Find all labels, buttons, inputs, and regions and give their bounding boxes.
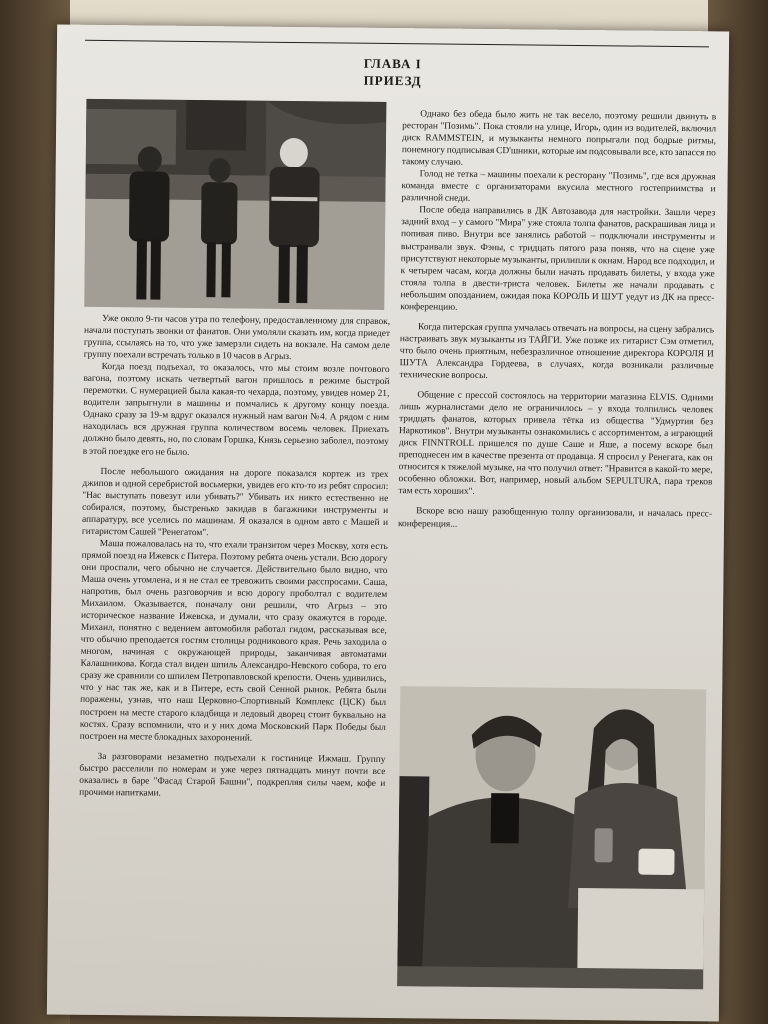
paragraph: Когда питерская группа умчалась отвечать на вопросы, на сцену забрались настраивать звук музыканты из ТАЙГИ. Уже позже их гитарист Сэм отметил, что было очень приятным, небезразличное отношение директора КОРОЛЯ И ШУТА Александра Гордеева, в случаях, когда возникали различные технические вопросы. [399,322,715,382]
paragraph: Маша пожаловалась на то, что ехали транзитом через Москву, хотя есть прямой поезд на Ижевск с Питера. Поэтому ребята очень устали. Всю дорогу они проспали, чего обычно не случается. Действительно было видно, что Маша очень утомлена, и я не стал ее тревожить своими расспросами. Саша, напротив, был очень разговорчив и всю дорогу проболтал с водителем Михаилом. Оказывается, поначалу они решили, что Агрыз – это историческое название Ижевска, и думали, что сразу окажутся в городе. Михаил, понятно с ведением автомобиля работал гидом, рассказывая все, что обычно преподается гостям столицы родникового края. Речь заходила о многом, начиная с окружающей природы, заканчивая автоматами Калашникова. Когда стал виден шпиль Александро-Невского собора, то его сразу же сравнили со шпилем Петропавловской крепости. Очень удивились, что у нас так же, как и в Питере, есть свой Сенной рынок. Ребята были поражены, узнав, что наш Церковно-Спортивный Комплекс (ЦСК) был построен на месте старого кладбища и ледовый дворец стоит буквально на костях. Сразу вспомнили, что и у них дома Московский Парк Победы был построен на месте блокадных захоронений. [79,538,388,744]
right-text-column [396,108,716,691]
printed-page [47,25,729,1022]
chapter-title: ПРИЕЗД [363,72,422,89]
left-text-column [77,313,390,996]
photo-two-musicians-table [397,686,706,989]
paragraph: Когда поезд подъехал, то оказалось, что мы стоим возле почтового вагона, поэтому искать четвертый вагон пришлось в режиме быстрой перемотки. С нумерацией была какая-то чехарда, поэтому, увидев номер 21, водители запрыгнули в машины и помчались к другому концу поезда. Однако сразу за 19-м вдруг оказался нужный нам вагон №4. А рядом с ним находилась вся дружная группа количеством восемь человек. Приехать должно было девять, но, по словам Горшка, Князь серьезно заболел, поэтому в этой поездке его не было. [82,362,390,458]
paragraph: После обеда направились в ДК Автозавода для настройки. Зашли через задний вход – у самого "Мира" уже стояла толпа фанатов, раскрашивая лица и попивая пиво. Внутри все занялись работой – подключали инструменты и выстраивали звук. Фэны, с тридцать пятого раза поняв, что на сцене уже присутствуют некоторые музыканты, прилипли к окнам. Народ все подходил, и к четырем часам, когда должны были начать продавать билеты, у входа уже стояла толпа в двести-триста человек. Билеты же начали продавать с небольшим опозданием, ожидая пока КОРОЛЬ И ШУТ уедут из ДК на пресс-конференцию. [400,205,716,313]
paragraph: За разговорами незаметно подъехали к гостинице Ижмаш. Группу быстро расселили по номерам и уже через пятнадцать минут почти все оказались в баре "Фасад Старой Башни", подкрепляя силы чаем, кофе и прочими напитками. [79,751,386,799]
paragraph: Голод не тетка – машины поехали к ресторану "Позимь", где вся дружная команда вместе с организаторами вкусила местного гостеприимства и различной снеди. [401,169,716,205]
paragraph: Общение с прессой состоялось на территории магазина ELVIS. Одними лишь журналистами дело не ограничилось – у входа толпились человек тридцать фанатов, которых привела тётка из общества "Удмуртия без Наркотиков". Внутри музыканты ознакомились с ассортиментом, а играющий диск FINNTROLL пришелся по душе Саше и Яше, а посему вскоре был преподнесен им в качестве презента от продавца. Я спросил у Ренегата, как он относится к тяжелой музыке, на что получил ответ: "Нравится в какой-то мере, особенно обложки. Вот, например, новый альбом SEPULTURA, пара треков там есть хороших". [398,390,714,498]
photo-three-people-road [84,99,386,310]
paragraph: Однако без обеда было жить не так весело, поэтому решили двинуть в ресторан "Позимь". Пока стояли на улице, Игорь, один из водителей, включил диск RAMMSTEIN, и музыканты немного попрыгали под бодрые ритмы, понемногу подписывая CD'шники, которые им подсовывали все, кто запасся по такому случаю. [401,109,717,168]
header-rule [85,40,709,48]
paragraph: После небольшого ожидания на дороге показался кортеж из трех джипов и одной серебристой восьмерки, увидев его кто-то из ребят спросил: "Нас выступать повезут или убивать?" Убивать их никто естественно не собирался, поэтому, быстренько закидав в багажники инструменты и аппаратуру, все уселись по машинам. Я оказался в одном авто с Машей и гитаристом Сашей "Ренегатом". [81,466,389,538]
paragraph: Уже около 9-ти часов утра по телефону, предоставленному для справок, начали поступать звонки от фанатов. Они умоляли сказать им, когда приедет группа, ссылаясь на то, что уже замерзли сидеть на вокзале. На самом деле группу поехали встречать только в 10 часов в Агрыз. [83,313,391,363]
chapter-heading: ГЛАВА I [363,55,422,72]
paragraph: Вскоре всю нашу разобщенную толпу организовали, и началась пресс-конференция... [397,506,713,530]
